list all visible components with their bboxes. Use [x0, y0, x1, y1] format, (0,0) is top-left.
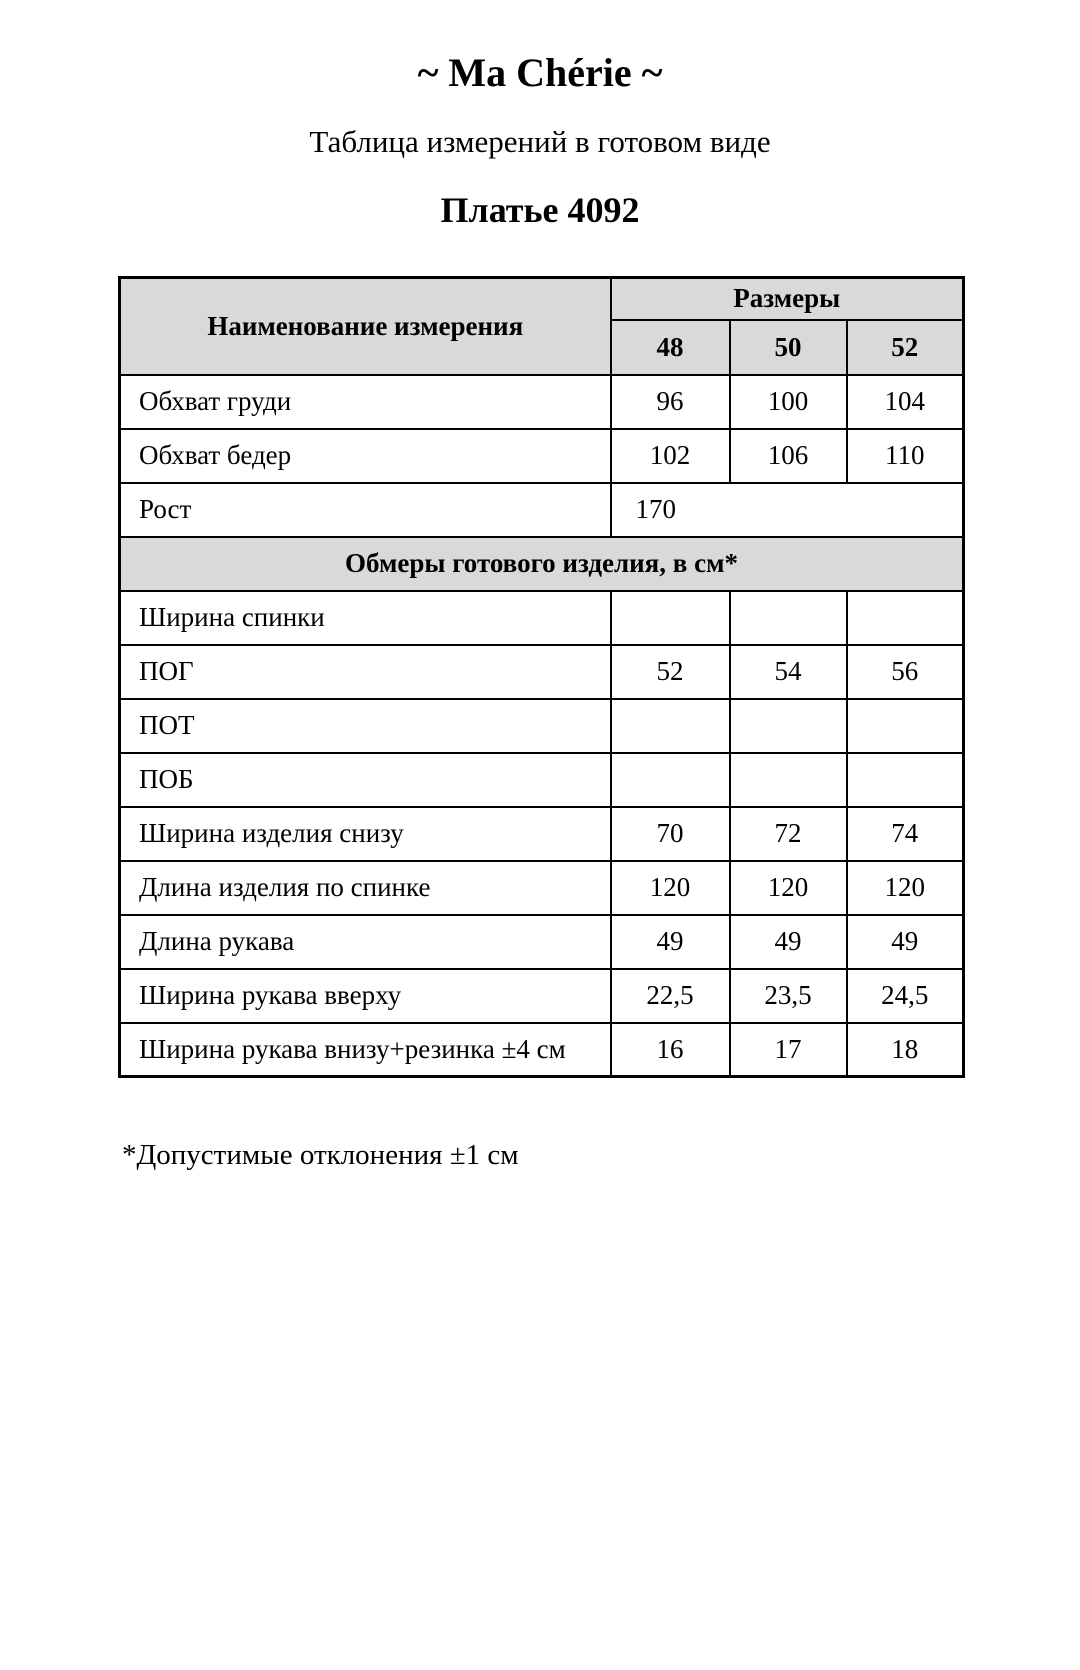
measurement-value-cell: 54	[730, 645, 847, 699]
measurement-value-cell: 120	[730, 861, 847, 915]
table-row-bottom-width	[120, 807, 964, 861]
measurement-label-cell: Ширина изделия снизу	[120, 807, 611, 861]
measurement-value-cell: 110	[847, 429, 964, 483]
table-row-sleeve-length	[120, 915, 964, 969]
measurement-value-cell	[611, 699, 730, 753]
measurement-value-cell	[730, 753, 847, 807]
table-row-back-width	[120, 591, 964, 645]
table-row-back-length	[120, 861, 964, 915]
table-section-header-row	[120, 537, 964, 591]
measurement-value-cell: 56	[847, 645, 964, 699]
measurement-value-cell: 49	[730, 915, 847, 969]
measurement-value-cell: 16	[611, 1023, 730, 1077]
measurement-value-cell: 70	[611, 807, 730, 861]
measurement-value-cell: 17	[730, 1023, 847, 1077]
measurement-value-cell: 24,5	[847, 969, 964, 1023]
measurement-value-cell: 106	[730, 429, 847, 483]
measurement-value-cell	[730, 699, 847, 753]
size-measurements-table	[118, 276, 965, 1078]
measurement-label-cell: Длина рукава	[120, 915, 611, 969]
product-title: Платье 4092	[440, 189, 640, 230]
section-header-cell: Обмеры готового изделия, в см*	[120, 537, 964, 591]
measurement-value-cell: 72	[730, 807, 847, 861]
size-label-cell-52: 52	[847, 320, 964, 375]
size-label-cell-48: 48	[611, 320, 730, 375]
measurement-value-cell: 22,5	[611, 969, 730, 1023]
measurement-value-cell: 120	[847, 861, 964, 915]
measurement-value-cell	[847, 753, 964, 807]
measurement-value-cell: 23,5	[730, 969, 847, 1023]
table-row-hips	[120, 429, 964, 483]
measurement-value-cell: 18	[847, 1023, 964, 1077]
name-column-header-cell: Наименование измерения	[120, 278, 611, 375]
measurement-value-cell: 96	[611, 375, 730, 429]
measurement-label-cell: ПОТ	[120, 699, 611, 753]
brand-title: ~ Ma Chérie ~	[417, 50, 663, 95]
measurement-label-cell: Ширина рукава внизу+резинка ±4 см	[120, 1023, 611, 1077]
measurement-label-cell: ПОБ	[120, 753, 611, 807]
size-label-cell-50: 50	[730, 320, 847, 375]
measurement-label-cell: Рост	[120, 483, 611, 537]
measurement-label-cell: Ширина рукава вверху	[120, 969, 611, 1023]
measurement-label-cell: ПОГ	[120, 645, 611, 699]
measurement-value-cell: 49	[847, 915, 964, 969]
measurement-value-cell	[730, 591, 847, 645]
measurement-value-merged-cell: 170	[611, 483, 964, 537]
document-subtitle: Таблица измерений в готовом виде	[309, 124, 771, 159]
measurement-value-cell: 49	[611, 915, 730, 969]
measurement-value-cell	[611, 753, 730, 807]
measurement-label-cell: Длина изделия по спинке	[120, 861, 611, 915]
measurement-value-cell: 104	[847, 375, 964, 429]
document-page	[0, 50, 1080, 1670]
measurement-value-cell: 52	[611, 645, 730, 699]
table-row-sleeve-width-bottom	[120, 1023, 964, 1077]
measurement-value-cell	[847, 591, 964, 645]
measurement-value-cell: 100	[730, 375, 847, 429]
table-row-sleeve-width-top	[120, 969, 964, 1023]
table-row-pot	[120, 699, 964, 753]
measurement-label-cell: Ширина спинки	[120, 591, 611, 645]
tolerance-footnote: *Допустимые отклонения ±1 см	[122, 1139, 519, 1172]
measurement-label-cell: Обхват груди	[120, 375, 611, 429]
table-header-row-sizes-group	[120, 278, 964, 320]
sizes-group-header-cell: Размеры	[611, 278, 964, 320]
measurement-value-cell	[611, 591, 730, 645]
measurement-value-cell	[847, 699, 964, 753]
measurement-value-cell: 102	[611, 429, 730, 483]
measurement-label-cell: Обхват бедер	[120, 429, 611, 483]
measurement-value-cell: 74	[847, 807, 964, 861]
table-row-pob	[120, 753, 964, 807]
table-row-height	[120, 483, 964, 537]
table-row-pog	[120, 645, 964, 699]
measurement-value-cell: 120	[611, 861, 730, 915]
table-row-chest	[120, 375, 964, 429]
